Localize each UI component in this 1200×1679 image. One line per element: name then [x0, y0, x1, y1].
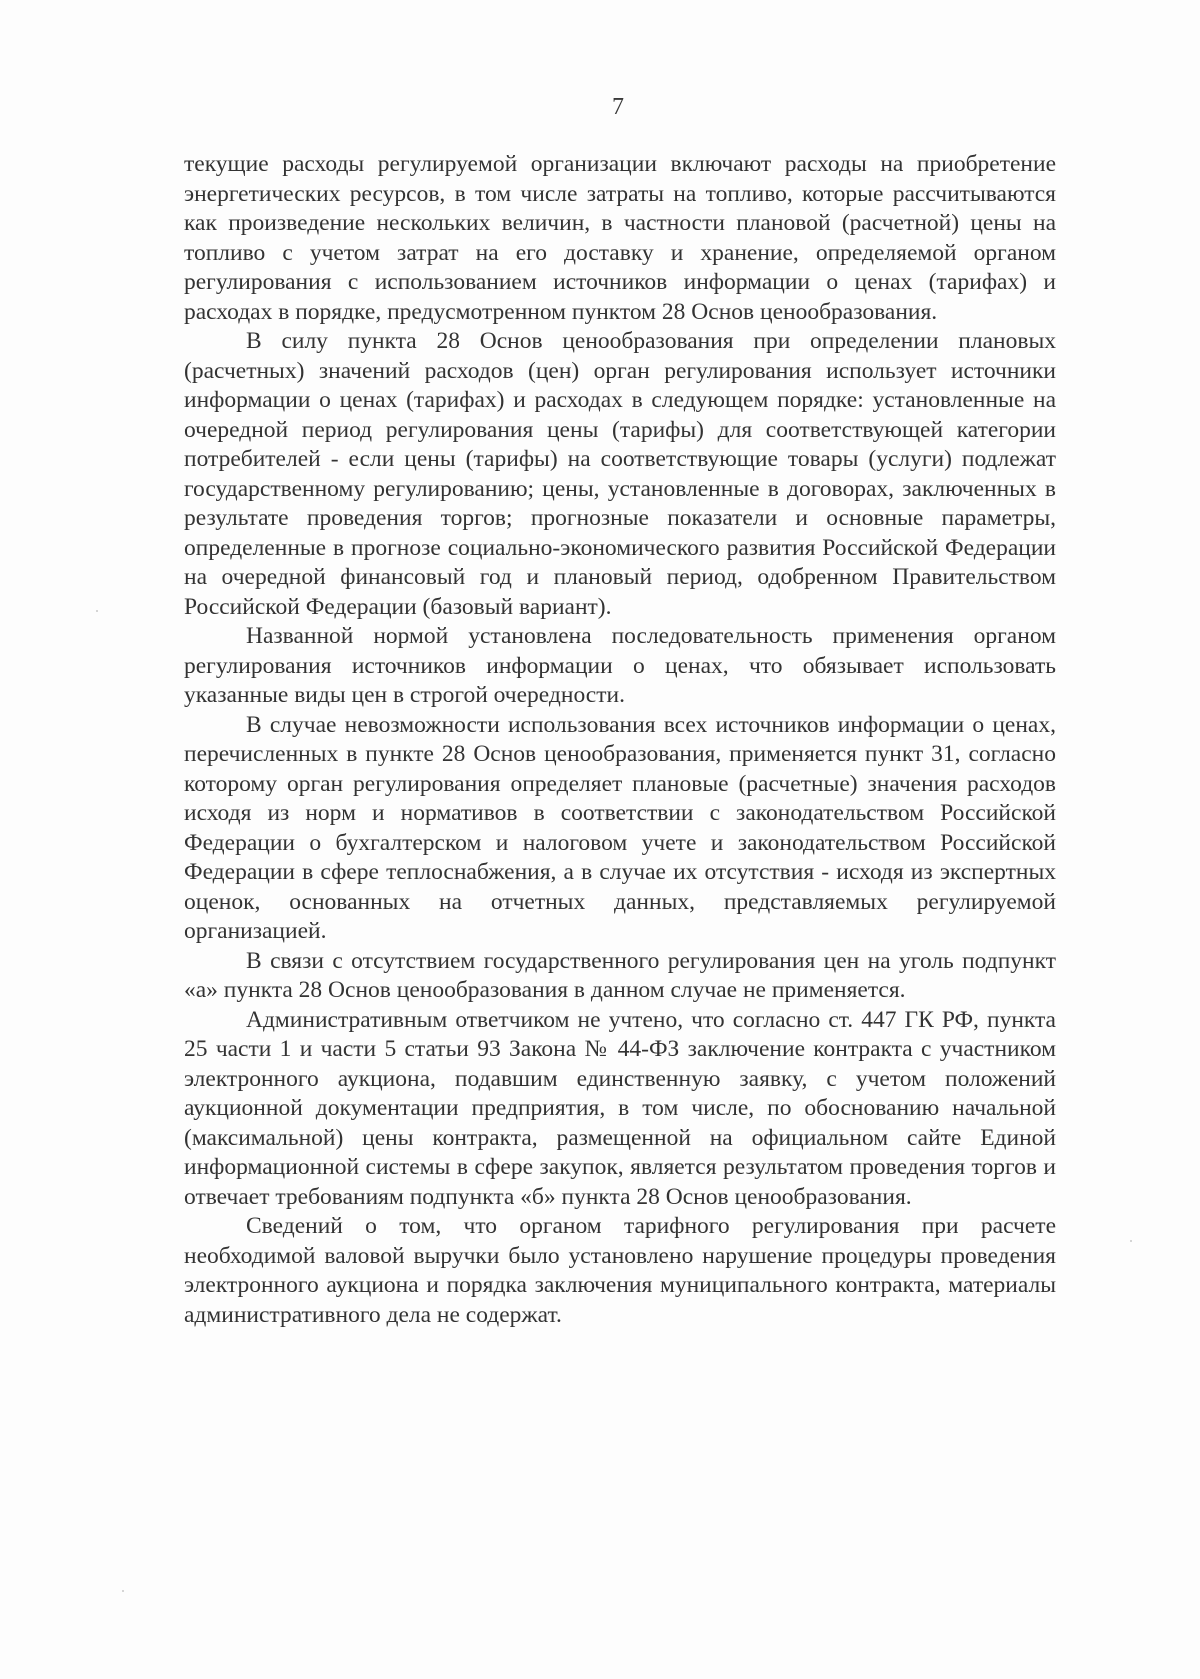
page-number: 7	[612, 94, 624, 120]
paragraph-1: текущие расходы регулируемой организации включают расходы на приобретение энергетических ресурсов, в том числе затраты на топливо, которые рассчитываются как произведение нескольких величин, в частности плановой (расчетной) цены на топливо с учетом затрат на его доставку и хранение, определяемой органом регулирования с использованием источников информации о ценах (тарифах) и расходах в порядке, предусмотренном пунктом 28 Основ ценообразования.	[184, 151, 1056, 325]
paragraph-4: В случае невозможности использования всех источников информации о ценах, перечисленных в пункте 28 Основ ценообразования, применяется пункт 31, согласно которому орган регулирования определяет плановые (расчетные) значения расходов исходя из норм и нормативов в соответствии с законодательством Российской Федерации о бухгалтерском и налоговом учете и законодательством Российской Федерации в сфере теплоснабжения, а в случае их отсутствия - исходя из экспертных оценок, основанных на отчетных данных, представляемых регулируемой организацией.	[184, 711, 1056, 944]
paragraph-3: Названной нормой установлена последовательность применения органом регулирования источников информации о ценах, что обязывает использовать указанные виды цен в строгой очередности.	[184, 623, 1056, 708]
scan-speck	[1130, 1240, 1132, 1242]
document-body	[184, 150, 1056, 1330]
paragraph-5: В связи с отсутствием государственного регулирования цен на уголь подпункт «а» пункта 28 Основ ценообразования в данном случае не применяется.	[184, 947, 1056, 1003]
paragraph-2: В силу пункта 28 Основ ценообразования при определении плановых (расчетных) значений расходов (цен) орган регулирования использует источники информации о ценах (тарифах) и расходах в следующем порядке: установленные на очередной период регулирования цены (тарифы) для соответствующей категории потребителей - если цены (тарифы) на соответствующие товары (услуги) подлежат государственному регулированию; цены, установленные в договорах, заключенных в результате проведения торгов; прогнозные показатели и основные параметры, определенные в прогнозе социально-экономического развития Российской Федерации на очередной финансовый год и плановый период, одобренном Правительством Российской Федерации (базовый вариант).	[184, 328, 1056, 620]
scan-speck	[122, 1590, 124, 1592]
scan-speck	[96, 610, 98, 612]
paragraph-6: Административным ответчиком не учтено, что согласно ст. 447 ГК РФ, пункта 25 части 1 и части 5 статьи 93 Закона № 44-ФЗ заключение контракта с участником электронного аукциона, подавшим единственную заявку, с учетом положений аукционной документации предприятия, в том числе, по обоснованию начальной (максимальной) цены контракта, размещенной на официальном сайте Единой информационной системы в сфере закупок, является результатом проведения торгов и отвечает требованиям подпункта «б» пункта 28 Основ ценообразования.	[184, 1006, 1056, 1210]
paragraph-7: Сведений о том, что органом тарифного регулирования при расчете необходимой валовой выручки было установлено нарушение процедуры проведения электронного аукциона и порядка заключения муниципального контракта, материалы административного дела не содержат.	[184, 1213, 1056, 1328]
